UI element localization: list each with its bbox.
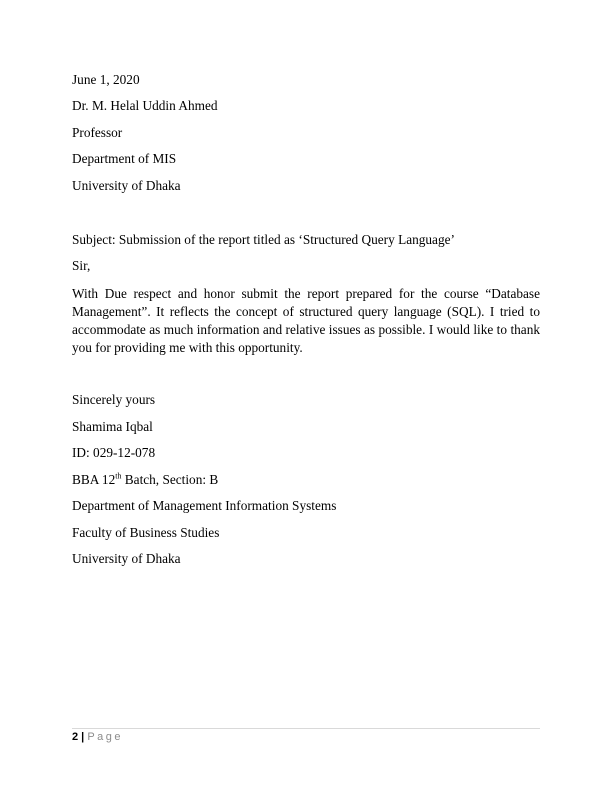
batch-ordinal: th xyxy=(115,471,122,481)
recipient-university: University of Dhaka xyxy=(72,178,181,193)
page-footer xyxy=(72,730,123,744)
footer-separator: | xyxy=(78,731,88,743)
salutation: Sir, xyxy=(72,258,91,273)
sender-batch xyxy=(72,472,218,488)
sender-id: ID: 029-12-078 xyxy=(72,445,156,460)
subject-line: Subject: Submission of the report titled as ‘Structured Query Language’ xyxy=(72,232,455,247)
recipient-department: Department of MIS xyxy=(72,151,177,166)
recipient-title: Professor xyxy=(72,125,123,140)
sender-department: Department of Management Information Systems xyxy=(72,498,337,513)
batch-prefix: BBA 12 xyxy=(72,472,116,487)
footer-divider xyxy=(72,728,540,729)
page-label: Page xyxy=(87,731,124,743)
page-number: 2 xyxy=(72,731,79,743)
closing: Sincerely yours xyxy=(72,392,156,407)
sender-university: University of Dhaka xyxy=(72,551,181,566)
sender-faculty: Faculty of Business Studies xyxy=(72,525,220,540)
letter-body: With Due respect and honor submit the report prepared for the course “Database Management”. It reflects the concept of structured query language (SQL). I tried to accommodate as much information and relative issues as possible. I would like to thank you for providing me with this opportunity. xyxy=(72,286,540,355)
batch-suffix: Batch, Section: B xyxy=(121,472,219,487)
letter-date: June 1, 2020 xyxy=(72,72,140,87)
sender-name: Shamima Iqbal xyxy=(72,419,153,434)
recipient-name: Dr. M. Helal Uddin Ahmed xyxy=(72,98,218,113)
